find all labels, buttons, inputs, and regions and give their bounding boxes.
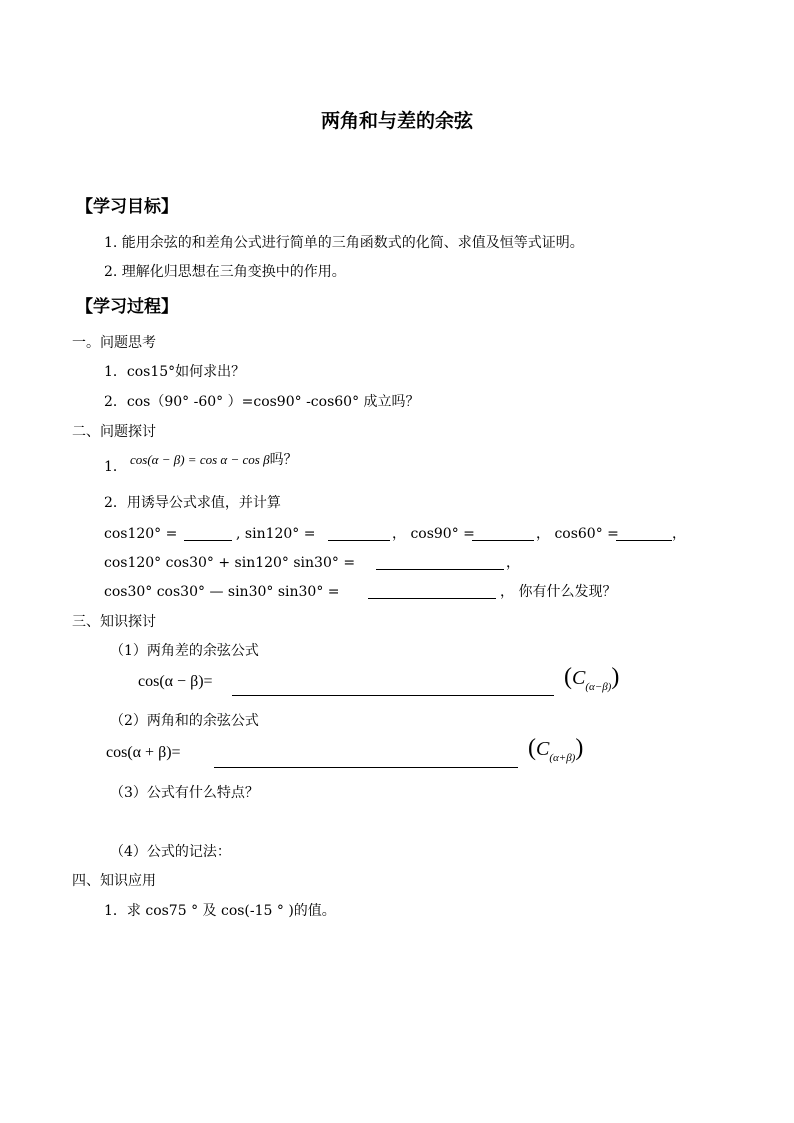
formula-diff-label: $(C_{(\alpha-\beta)})$ xyxy=(564,664,620,693)
row1-sin120: , sin120° = xyxy=(236,526,316,542)
row1-cos120: cos120° = xyxy=(104,526,178,542)
section-3-part-1: （1）两角差的余弦公式 xyxy=(110,643,259,659)
blank-row2[interactable] xyxy=(376,569,504,570)
row1-end: ， xyxy=(672,526,686,542)
blank-formula-diff[interactable] xyxy=(232,695,554,696)
row3-expression: cos30° cos30° — sin30° sin30° = xyxy=(104,584,340,600)
blank-cos120[interactable] xyxy=(184,540,232,541)
process-heading: 【学习过程】 xyxy=(76,297,178,317)
section-1-question-1: 1．cos15°如何求出？ xyxy=(104,364,246,380)
section-1-question-2: 2．cos（90° -60° ）=cos90° -cos60° 成立吗？ xyxy=(104,394,420,410)
blank-formula-sum[interactable] xyxy=(214,767,518,768)
section-4-heading: 四、知识应用 xyxy=(72,873,156,889)
row2-expression: cos120° cos30° + sin120° sin30° = xyxy=(104,555,356,571)
blank-cos60[interactable] xyxy=(616,540,672,541)
row1-cos60: ， cos60° = xyxy=(536,526,619,542)
row2-end: ， xyxy=(506,555,520,571)
objective-item-1: 1. 能用余弦的和差角公式进行简单的三角函数式的化简、求值及恒等式证明。 xyxy=(104,235,584,251)
section-2-question-2: 2．用诱导公式求值，并计算 xyxy=(104,495,281,511)
objectives-heading: 【学习目标】 xyxy=(76,197,178,217)
section-3-part-2: （2）两角和的余弦公式 xyxy=(110,713,259,729)
section-4-question-1: 1．求 cos75 ° 及 cos(-15 ° )的值。 xyxy=(104,903,336,919)
section-3-part-3: （3）公式有什么特点？ xyxy=(110,785,259,801)
formula-diff-lhs: cos(α − β)= xyxy=(138,673,213,690)
blank-cos90[interactable] xyxy=(472,540,534,541)
section-2-heading: 二、问题探讨 xyxy=(72,424,156,440)
page-title: 两角和与差的余弦 xyxy=(320,110,473,132)
row3-question: ， 你有什么发现？ xyxy=(500,584,617,600)
section-3-part-4: （4）公式的记法： xyxy=(110,844,231,860)
formula-sum-label: $(C_{(\alpha+\beta)})$ xyxy=(528,735,584,764)
blank-sin120[interactable] xyxy=(328,540,390,541)
row1-cos90: ， cos90° = xyxy=(392,526,475,542)
formula-sum-lhs: cos(α + β)= xyxy=(106,744,181,761)
section-2-q1-number: 1． xyxy=(104,459,127,475)
section-2-q1-formula: cos(α − β) = cos α − cos β吗？ xyxy=(130,452,298,468)
section-1-heading: 一。问题思考 xyxy=(72,335,156,351)
blank-row3[interactable] xyxy=(368,598,496,599)
objective-item-2: 2. 理解化归思想在三角变换中的作用。 xyxy=(104,264,346,280)
section-3-heading: 三、知识探讨 xyxy=(72,614,156,630)
